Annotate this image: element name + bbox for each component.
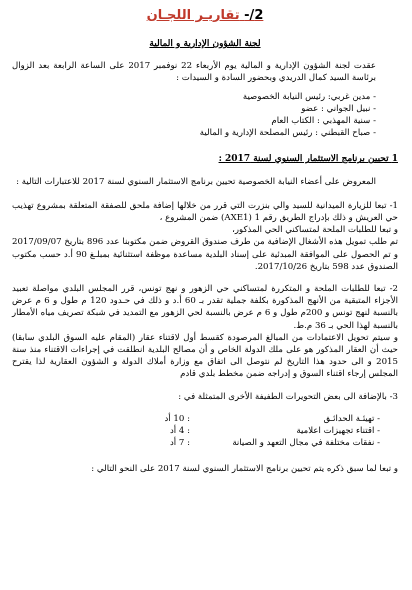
- member-item: - صباح القبطني : رئيس المصلحة الإدارية و المالية: [199, 128, 376, 139]
- list-item-label: - نفقات مختلفة في مجال التعهد و الصيانة: [232, 438, 380, 449]
- item-1: [12, 200, 398, 273]
- list-item-label: - تهيئـة الحدائـق: [323, 413, 380, 424]
- section1-heading: 1 تحيين برنامج الاستثمار السنوي لسنة 2017 :: [218, 154, 398, 165]
- member-item: - مدين غربي: رئيس النيابة الخصوصية: [242, 91, 376, 102]
- item-1-text: 1- تبعا للزيارة الميدانية للسيد والي بنزرت التي قرر من خلالها إضافة ملحق للصفقة المتعلقة بمشروع تهذيب حي العريش و ذلك بإدراج الطريق رقم 1 (AXE1) ضمن المشروع ،: [12, 200, 398, 224]
- meeting-paragraph: عقدت لجنة الشؤون الإدارية و المالية يوم الأربعاء 22 نوفمبر 2017 على الساعة الرابعة بعد الزوال برئاسة السيد كمال الدريدي وبحضور السادة و السيدات :: [12, 61, 376, 84]
- closing-paragraph: و تبعا لما سبق ذكره يتم تحيين برنامج الاستثمار السنوي لسنة 2017 على النحو التالي :: [91, 464, 398, 475]
- members-list: [12, 91, 398, 140]
- intro-paragraph: المعروض على أعضاء النيابة الخصوصية تحيين برنامج الاستثمار السنوي لسنة 2017 للاعتبارات التالية :: [16, 176, 376, 187]
- list-item: [12, 437, 380, 449]
- list-item-value: : 10 أد: [164, 413, 190, 424]
- item-3-intro: 3- بالإضافة الى بعض التحويرات الطفيفة الأخرى المتمثلة في :: [178, 391, 398, 402]
- list-item: [12, 425, 380, 437]
- item-2-text: 2- تبعا للطلبات الملحة و المتكررة لمتساكني حي الزهور و نهج تونس، قرر المجلس البلدي مواصلة تعبيد الأجزاء المتبقية من الأنهج المذكورة بكلفة جملية تقدر بـ 60 أ.د و ذلك في حـدود 120 م طول و 6 م عرض بالنسبة لنهج تونس و 200م طول و 6 م عرض بالنسبة لحي الزهور مع التمديد في شبكة تصريف مياه الأمطار بالنسبة لهذا الحي بـ 36 م.ط.: [12, 284, 398, 331]
- list-item-value: : 7 أد: [169, 438, 190, 449]
- committee-heading: لجنة الشؤون الإدارية و المالية: [149, 39, 261, 49]
- item-2: [12, 283, 398, 381]
- item-2-text: و سيتم تحويل الاعتمادات من المبالغ المرصودة كقسط أول لاقتناء عقار (المقام عليه السوق البلدي سابقا) حيث أن العقار المذكور هو على ملك الدولة الخاص و أن مصالح البلدية انطلقت في إجراءات الاقتناء منذ سنة 2015 و الى حدود هذا التاريخ لم نتوصل الى اتفاق مع وزارة أملاك الدولة و الشؤون العقارية لذا يقترح المجلس إرجاء اقتناء السوق و إدراجه ضمن مخطط بلدي قادم: [12, 332, 398, 380]
- title-number: 2/-: [244, 8, 264, 23]
- item-1-text: تم طلب تمويل هذه الأشغال الإضافية من طرف صندوق القروض ضمن مكتوبنا عدد 896 بتاريخ 2017/09/07 و تم الحصول على الموافقة المبدئية على إسناد البلدية مساعدة موظفة استثنائية بمبلـغ 90 أ.د حسب مكتوب الصندوق عدد 598 بتاريخ 2017/10/26.: [12, 237, 399, 272]
- list-item: [12, 413, 380, 425]
- title-text: تقاريـر اللجـان: [146, 8, 240, 23]
- page-title: [12, 8, 398, 24]
- list-item-value: : 4 أد: [169, 426, 190, 437]
- item-1-text: و تبعا للطلبات الملحة لمتساكني الحي المذكور،: [232, 225, 398, 236]
- member-item: - سنية المهذبي : الكتاب العام: [271, 116, 376, 127]
- member-item: - نبيل الجواني : عضو: [301, 103, 376, 114]
- item-3-list: [12, 413, 398, 450]
- list-item-label: - اقتناء تجهيزات اعلامية: [296, 426, 380, 437]
